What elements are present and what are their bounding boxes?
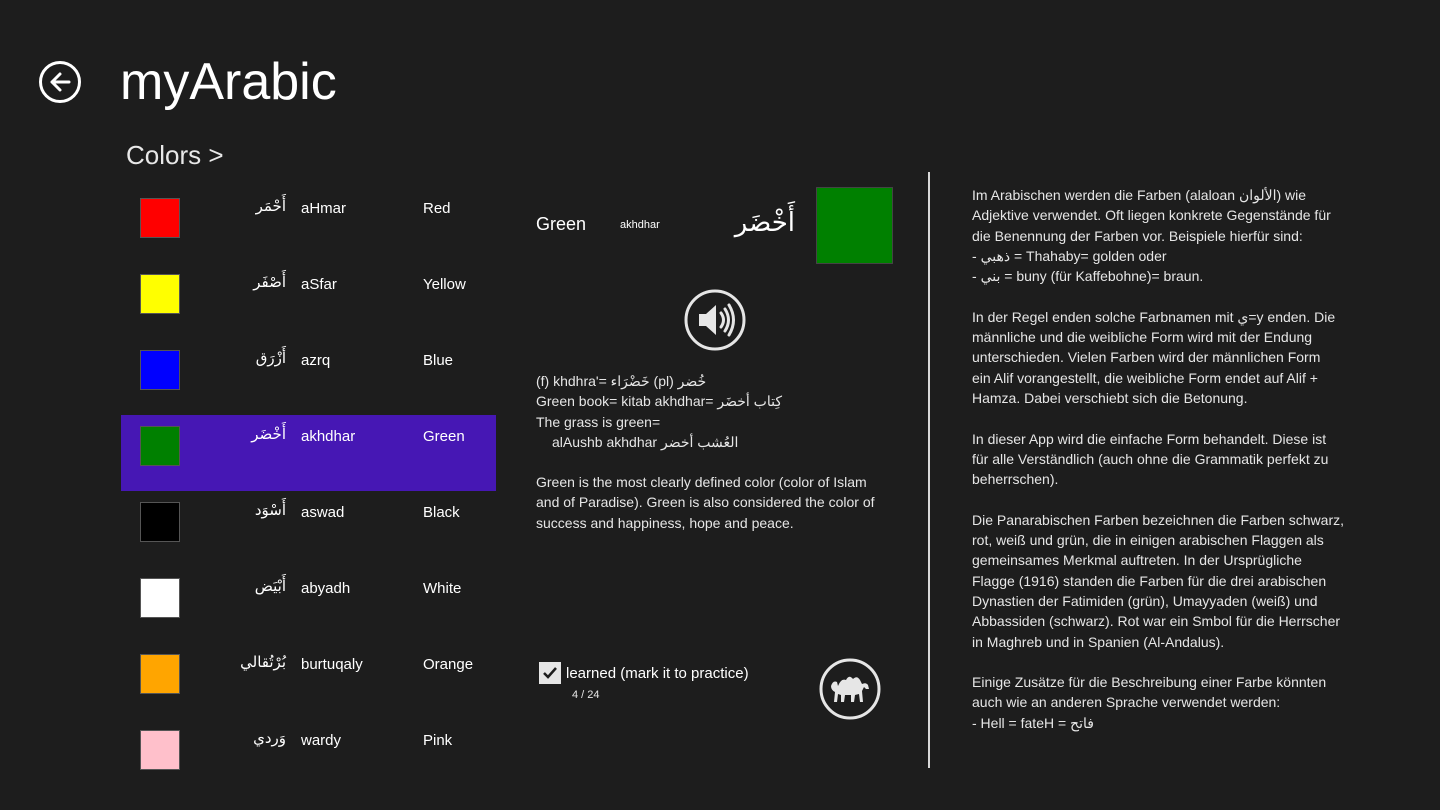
- info-paragraph: [972, 672, 1350, 733]
- color-list-item[interactable]: [121, 339, 496, 415]
- info-line: Im Arabischen werden die Farben (alaloan الألوان) wie: [972, 187, 1307, 203]
- color-swatch: [140, 274, 180, 314]
- color-list-item[interactable]: [121, 719, 496, 795]
- examples-block: [536, 371, 896, 533]
- color-swatch: [140, 426, 180, 466]
- description-line: and of Paradise). Green is also considered the color of: [536, 494, 875, 511]
- learned-label: learned (mark it to practice): [566, 664, 749, 682]
- info-line: beherrschen).: [972, 471, 1059, 488]
- transliteration: burtuqaly: [301, 656, 363, 673]
- info-line: Einige Zusätze für die Beschreibung einer Farbe könnten: [972, 674, 1327, 691]
- info-paragraph: [972, 429, 1350, 490]
- practice-camel-button[interactable]: [819, 658, 881, 720]
- info-line: auch wie an anderen Sprache verwendet werden:: [972, 694, 1281, 711]
- arabic-word: أَحْمَر: [255, 197, 286, 215]
- learned-checkbox[interactable]: [539, 662, 561, 684]
- english-word: Yellow: [423, 276, 466, 293]
- info-line: ein Alif vorangestellt, die weibliche Form endet auf Alif +: [972, 369, 1318, 386]
- color-list-item[interactable]: [121, 415, 496, 491]
- info-line: Abbassiden (schwarz). Rot war ein Smbol für die Herrscher: [972, 613, 1341, 630]
- arabic-word: وَردي: [253, 729, 286, 747]
- arabic-word: أَسْوَد: [254, 501, 286, 519]
- info-line: unterschieden. Vielen Farben wird der männlichen Form: [972, 349, 1321, 366]
- info-paragraph: [972, 185, 1350, 286]
- color-list-item[interactable]: [121, 187, 496, 263]
- info-paragraph: [972, 307, 1350, 408]
- color-list-item[interactable]: [121, 567, 496, 643]
- info-line: für alle Verständlich (auch ohne die Grammatik perfekt zu: [972, 450, 1329, 467]
- transliteration: azrq: [301, 352, 331, 369]
- detail-transliteration: akhdhar: [620, 219, 660, 231]
- transliteration: aSfar: [301, 276, 337, 293]
- transliteration: wardy: [301, 732, 342, 749]
- play-audio-button[interactable]: [684, 289, 746, 351]
- english-word: Blue: [423, 352, 454, 369]
- example-line-indented: alAushb akhdhar العُشب أخضر: [552, 433, 739, 450]
- info-line: die Benennung der Farben vor. Beispiele hierfür sind:: [972, 227, 1303, 244]
- detail-color-swatch: [816, 187, 893, 264]
- speaker-icon: [684, 289, 746, 351]
- info-line: Die Panarabischen Farben bezeichnen die Farben schwarz,: [972, 511, 1344, 528]
- app-title: myArabic: [120, 53, 337, 111]
- transliteration: abyadh: [301, 580, 351, 597]
- english-word: Green: [423, 428, 465, 445]
- color-list-item[interactable]: [121, 491, 496, 567]
- info-line: rot, weiß und grün, die in einigen arabischen Flaggen als: [972, 532, 1324, 549]
- color-list: [121, 187, 496, 795]
- color-swatch: [140, 350, 180, 390]
- example-line: The grass is green=: [536, 413, 661, 430]
- panel-divider: [928, 172, 930, 768]
- arabic-word: أَبْيَض: [254, 577, 286, 595]
- info-line: in Maghreb und in Spanien (Al-Andalus).: [972, 633, 1225, 650]
- back-button[interactable]: [39, 61, 81, 103]
- english-word: Black: [423, 504, 460, 521]
- info-line: - Hell = fateH = فاتح: [972, 714, 1094, 731]
- arabic-word: أَخْضَر: [251, 425, 286, 443]
- info-paragraph: [972, 510, 1350, 652]
- arabic-word: بُرْتُقالي: [240, 653, 286, 671]
- english-word: Red: [423, 200, 451, 217]
- transliteration: akhdhar: [301, 428, 356, 445]
- color-swatch: [140, 502, 180, 542]
- camel-icon: [819, 658, 881, 720]
- description-line: success and happiness, hope and peace.: [536, 514, 794, 531]
- checkmark-icon: [542, 665, 558, 681]
- page-indicator: 4 / 24: [572, 689, 600, 701]
- info-line: Flagge (1916) standen die Farben für die drei arabischen: [972, 572, 1327, 589]
- transliteration: aswad: [301, 504, 345, 521]
- info-line: - بني = buny (für Kaffebohne)= braun.: [972, 268, 1204, 285]
- color-swatch: [140, 730, 180, 770]
- english-word: Pink: [423, 732, 453, 749]
- info-line: gemeinsames Merkmal auftreten. In der Ursprügliche: [972, 552, 1302, 569]
- back-arrow-icon: [49, 71, 71, 93]
- example-line: (f) khdhra'= خَضْرَاء (pl) خُضر: [536, 373, 707, 389]
- learned-toggle[interactable]: [539, 662, 749, 684]
- transliteration: aHmar: [301, 200, 347, 217]
- detail-english-word: Green: [536, 214, 587, 234]
- description-line: Green is the most clearly defined color (color of Islam: [536, 474, 867, 491]
- example-line: Green book= kitab akhdhar= كِتاب أخضَر: [536, 393, 782, 410]
- info-text-panel: [972, 185, 1350, 733]
- color-swatch: [140, 578, 180, 618]
- info-line: Adjektive verwendet. Oft liegen konkrete Gegenstände für: [972, 207, 1331, 224]
- info-line: männliche und die weibliche Form wird mit der Endung: [972, 329, 1313, 346]
- color-list-item[interactable]: [121, 263, 496, 339]
- info-line: Dynastien der Fatimiden (grün), Umayyaden (weiß) und: [972, 592, 1318, 609]
- section-breadcrumb[interactable]: Colors >: [126, 140, 224, 170]
- english-word: White: [423, 580, 462, 597]
- info-line: In dieser App wird die einfache Form behandelt. Diese ist: [972, 430, 1327, 447]
- color-swatch: [140, 654, 180, 694]
- arabic-word: أَصْفَر: [253, 273, 286, 291]
- color-swatch: [140, 198, 180, 238]
- info-line: Hamza. Dabei verschiebt sich die Betonung.: [972, 389, 1248, 406]
- english-word: Orange: [423, 656, 474, 673]
- arabic-word: أَزْرَق: [255, 349, 286, 367]
- color-list-item[interactable]: [121, 643, 496, 719]
- detail-arabic-word: أَخْضَر: [734, 208, 795, 238]
- info-line: In der Regel enden solche Farbnamen mit ي=y enden. Die: [972, 308, 1336, 325]
- info-line: - ذهبي = Thahaby= golden oder: [972, 247, 1167, 264]
